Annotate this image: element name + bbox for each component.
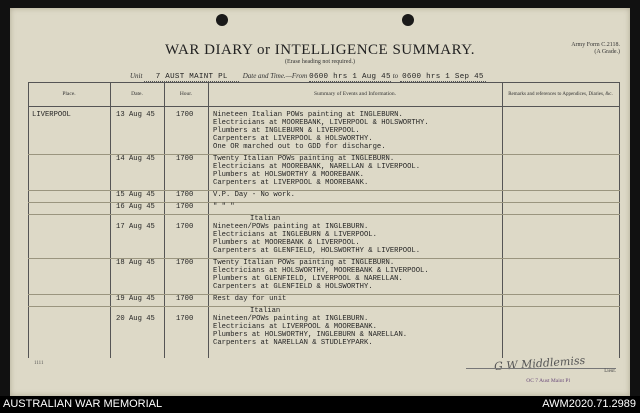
entry-summary-line: Nineteen/POWs painting at INGLEBURN. [213, 315, 369, 323]
entry-summary-line: Plumbers at HOLSWORTHY & MOOREBANK. [213, 171, 364, 179]
entry-hour: 1700 [176, 295, 194, 303]
entry-row-rule [28, 306, 620, 307]
signature-line [466, 368, 616, 369]
entry-summary-line: Electricians at MOOREBANK, NARELLAN & LIVERPOOL. [213, 163, 421, 171]
entry-summary-line: Plumbers at INGLEBURN & LIVERPOOL. [213, 127, 360, 135]
col-header-date: Date. [131, 91, 143, 97]
header-bottom-rule [28, 106, 620, 107]
punch-hole [216, 14, 228, 26]
to-label: to [392, 72, 399, 80]
entry-hour: 1700 [176, 155, 194, 163]
page-subtitle: (Erase heading not required.) [285, 59, 355, 65]
diary-sheet [10, 8, 630, 396]
entry-summary-line: Carpenters at LIVERPOOL & HOLSWORTHY. [213, 135, 373, 143]
from-value: 0600 hrs 1 Aug 45 [309, 73, 391, 81]
date-label: Date and Time.—From [242, 72, 308, 80]
entry-summary-line: Nineteen Italian POWs painting at INGLEBURN. [213, 111, 403, 119]
table-right-border [619, 82, 620, 358]
entry-summary-line: Carpenters at LIVERPOOL & MOOREBANK. [213, 179, 369, 187]
entry-summary-line: Electricians at HOLSWORTHY, MOOREBANK & LIVERPOOL. [213, 267, 429, 275]
caption-bar [0, 396, 640, 413]
unit-stamp: OC 7 Aust Maint Pl [526, 378, 570, 384]
unit-value: 7 AUST MAINT PL [144, 73, 239, 82]
entry-date: 19 Aug 45 [116, 295, 155, 303]
column-divider [164, 82, 165, 358]
form-number: Army Form C.2118. [571, 42, 620, 48]
caption-left: AUSTRALIAN WAR MEMORIAL [3, 398, 163, 410]
entry-summary-line: Carpenters at GLENFIELD, HOLSWORTHY & LIVERPOOL. [213, 247, 421, 255]
entry-summary-line: Electricians at MOOREBANK, LIVERPOOL & HOLSWORTHY. [213, 119, 429, 127]
punch-hole [402, 14, 414, 26]
form-print-code: 1111 [34, 361, 44, 366]
entry-date: 14 Aug 45 [116, 155, 155, 163]
entry-summary-line: Twenty Italian POWs painting at INGLEBURN. [213, 259, 395, 267]
entry-summary-line: One OR marched out to GDD for discharge. [213, 143, 386, 151]
col-header-place: Place. [62, 91, 76, 97]
column-divider [110, 82, 111, 358]
col-header-hour: Hour. [179, 91, 193, 97]
entry-date: 16 Aug 45 [116, 203, 155, 211]
entry-hour: 1700 [176, 259, 194, 267]
entry-summary-line: Plumbers at MOOREBANK & LIVERPOOL. [213, 239, 360, 247]
form-grade: (A Grade.) [594, 49, 620, 55]
to-value: 0600 hrs 1 Sep 45 [400, 73, 486, 82]
entry-summary-line: Rest day for unit [213, 295, 287, 303]
column-divider [208, 82, 209, 358]
entry-summary-line: V.P. Day - No work. [213, 191, 295, 199]
entry-hour: 1700 [176, 203, 194, 211]
entry-summary-line: " " " [213, 203, 235, 211]
column-divider [502, 82, 503, 358]
col-header-remarks: Remarks and references to Appendices, Diaries, &c. [508, 91, 613, 97]
entry-row-rule [28, 214, 620, 215]
unit-line [130, 72, 486, 82]
entry-summary-line: Plumbers at GLENFIELD, LIVERPOOL & NARELLAN. [213, 275, 403, 283]
col-header-summary: Summary of Events and Information. [313, 91, 397, 97]
entry-hour: 1700 [176, 315, 194, 323]
entry-summary-line: Electricians at LIVERPOOL & MOOREBANK. [213, 323, 377, 331]
entry-summary-line: Italian [250, 215, 281, 223]
caption-right: AWM2020.71.2989 [542, 398, 636, 410]
signature: G W Middlemiss [493, 353, 586, 374]
entry-summary-line: Electricians at INGLEBURN & LIVERPOOL. [213, 231, 377, 239]
entry-summary-line: Italian [250, 307, 281, 315]
rank-label: Lieut. [604, 369, 616, 374]
entry-date: 13 Aug 45 [116, 111, 155, 119]
entry-date: 18 Aug 45 [116, 259, 155, 267]
entry-date: 20 Aug 45 [116, 315, 155, 323]
entry-hour: 1700 [176, 223, 194, 231]
entry-date: 17 Aug 45 [116, 223, 155, 231]
entry-summary-line: Carpenters at GLENFIELD & HOLSWORTHY. [213, 283, 373, 291]
entry-summary-line: Nineteen/POWs painting at INGLEBURN. [213, 223, 369, 231]
entry-hour: 1700 [176, 111, 194, 119]
entry-summary-line: Twenty Italian POWs painting at INGLEBURN. [213, 155, 395, 163]
table-left-border [28, 82, 29, 358]
place-value: LIVERPOOL [32, 111, 71, 119]
page-title: WAR DIARY or INTELLIGENCE SUMMARY. [165, 42, 475, 58]
unit-label: Unit [130, 72, 143, 80]
entry-summary-line: Plumbers at HOLSWORTHY, INGLEBURN & NARELLAN. [213, 331, 408, 339]
entry-date: 15 Aug 45 [116, 191, 155, 199]
entry-summary-line: Carpenters at NARELLAN & STUDLEYPARK. [213, 339, 373, 347]
entry-hour: 1700 [176, 191, 194, 199]
